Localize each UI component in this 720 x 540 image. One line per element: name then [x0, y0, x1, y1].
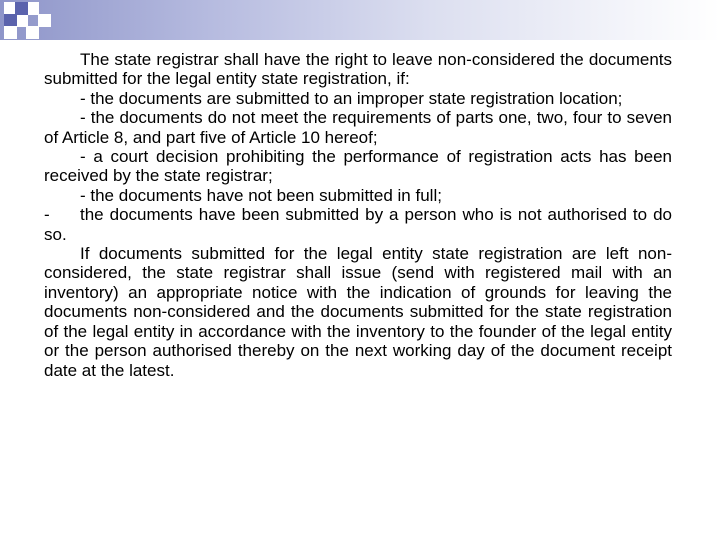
closing-paragraph: If documents submitted for the legal entity state registration are left non-considered, the state registrar shall issue (send with registered mail with an inventory) an appropriate notice with the indication of grounds for leaving the documents non-considered and the documents submitted for the state registration of the legal entity in accordance with the inventory to the founder of the legal entity or the person authorised thereby on the next working day of the document receipt date at the latest.	[44, 244, 672, 380]
list-item: - a court decision prohibiting the performance of registration acts has been received by the state registrar;	[44, 147, 672, 186]
list-item-text: the documents have been submitted by a person who is not authorised to do so.	[44, 205, 672, 244]
dash-marker: -	[44, 205, 50, 225]
list-item: - the documents do not meet the requirements of parts one, two, four to seven of Article 8, and part five of Article 10 hereof;	[44, 108, 672, 147]
decorative-header-band	[0, 0, 720, 40]
list-item: - the documents are submitted to an improper state registration location;	[80, 88, 623, 108]
document-body	[44, 50, 672, 380]
intro-paragraph: The state registrar shall have the right to leave non-considered the documents submitted for the legal entity state registration, if:	[44, 50, 672, 89]
list-item	[44, 205, 672, 244]
list-item: - the documents have not been submitted in full;	[80, 185, 442, 205]
